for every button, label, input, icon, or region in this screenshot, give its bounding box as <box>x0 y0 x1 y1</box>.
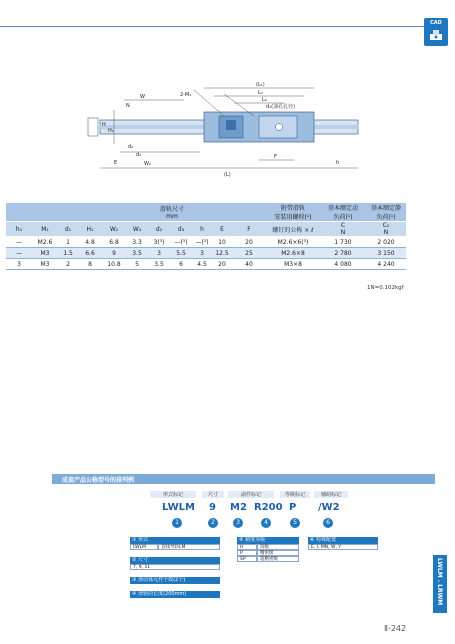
legend-form-title: ① 形式 <box>130 537 220 544</box>
cad-part-icon <box>428 28 444 42</box>
dim-l2: L₂ <box>262 97 267 103</box>
group-sta-head: 基本额定静 负荷(¹) <box>366 203 406 222</box>
col-head: h <box>192 222 212 237</box>
rail-technical-drawing <box>84 70 364 180</box>
dim-d1: d₁(油孔孔径) <box>266 104 296 110</box>
legend-grade-code: P <box>237 550 257 556</box>
col-head: h₁ <box>6 222 32 237</box>
dim-e: E <box>114 160 118 166</box>
dim-f: F <box>274 154 277 160</box>
dim-2m1: 2-M₁ <box>180 92 192 98</box>
col-head: F <box>232 222 266 237</box>
table-row: 3 M3 2 8 10.8 5 3.5 6 4.5 20 40 M3×8 4 080 4 240 <box>6 259 406 270</box>
dim-l: (L) <box>224 172 231 178</box>
legend-grade-desc: 超精密级 <box>257 556 299 562</box>
code-length: R200 <box>254 502 283 513</box>
cad-label: CAD <box>430 20 442 26</box>
num-circle: 4 <box>261 518 271 528</box>
legend-grade-desc: 高级 <box>257 544 299 550</box>
col-head: d₁ <box>58 222 78 237</box>
num-circle: 1 <box>172 518 182 528</box>
label-part: 副件标记 <box>228 491 274 498</box>
order-example-title-bar <box>52 474 435 484</box>
cad-badge[interactable] <box>424 18 448 46</box>
num-circle: 6 <box>323 518 333 528</box>
col-head: C₀ N <box>366 222 406 237</box>
col-head: d₂ <box>148 222 170 237</box>
table-row: — M3 1.5 6.6 9 3.5 3 5.5 3 12.5 25 M2.6×8 2 780 3 150 <box>6 248 406 259</box>
dim-h: H <box>102 122 106 128</box>
top-rule <box>0 26 435 27</box>
num-circle: 2 <box>208 518 218 528</box>
label-form: 形式标记 <box>150 491 196 498</box>
dim-h1: H₁ <box>108 128 114 134</box>
code-slider: M2 <box>230 502 247 513</box>
legend-special-title: ⑥ 特殊配置 <box>308 537 378 544</box>
dim-d2: d₂ <box>128 144 134 150</box>
legend-grade-title: ⑤ 精度等级 <box>237 537 299 544</box>
legend-form-code: LWLM <box>130 544 158 550</box>
dim-d3: d₃ <box>136 152 142 158</box>
group-dyn-head: 基本额定动 负荷(¹) <box>320 203 366 222</box>
label-grade: 等级标记 <box>280 491 310 498</box>
side-tab[interactable] <box>433 555 447 613</box>
dim-n: N <box>126 103 130 109</box>
group-bolt-head: 附带滑轨 安装用螺栓(¹) <box>266 203 320 222</box>
col-head: W₂ <box>102 222 126 237</box>
dim-h-small: h <box>336 160 340 166</box>
page-number: Ⅱ-242 <box>384 624 407 633</box>
table-row: — M2.6 1 4.8 6.8 3.3 3(³) —(³) —(³) 10 20 M2.6×6(³) 1 730 2 020 <box>6 237 406 248</box>
col-head: H₁ <box>78 222 102 237</box>
label-size: 尺寸 <box>202 491 224 498</box>
legend-slider-title: ③ 滑动体元件个数(2个) <box>130 577 220 584</box>
col-head: E <box>212 222 232 237</box>
group-rail-head: 滑轨尺寸 mm <box>78 203 266 222</box>
code-aux: /W2 <box>318 502 340 513</box>
order-example-title: 成套产品公称型号的排列例 <box>62 477 135 484</box>
legend-grade-code: H <box>237 544 257 550</box>
legend-special-values: E, I, MN, W, Y <box>308 544 378 550</box>
code-size: 9 <box>209 502 216 513</box>
code-form: LWLM <box>162 502 195 513</box>
col-head: C N <box>320 222 366 237</box>
unit-note: 1N=0.102kgf <box>367 285 404 291</box>
spec-table <box>6 202 406 270</box>
num-circle: 5 <box>290 518 300 528</box>
legend-grade-code: SP <box>237 556 257 562</box>
legend-grade-desc: 精密级 <box>257 550 299 556</box>
empty-group-head <box>6 203 78 222</box>
col-head: 螺钉的公称 × ℓ <box>266 222 320 237</box>
dim-w2: W₂ <box>144 161 151 167</box>
dim-l1: (L₁) <box>256 82 265 88</box>
code-grade: P <box>289 502 297 513</box>
col-head: W₃ <box>126 222 148 237</box>
label-aux: 辅助标记 <box>314 491 348 498</box>
legend-length-title: ④ 滑轨的长度(200mm) <box>130 591 220 598</box>
legend-size-values: 7, 9, 11 <box>130 564 220 570</box>
legend-size-title: ② 尺寸 <box>130 557 220 564</box>
col-head: d₃ <box>170 222 192 237</box>
dim-w: W <box>140 94 145 100</box>
spec-col-header-row <box>6 222 406 237</box>
col-head: M₁ <box>32 222 58 237</box>
legend-form-desc: 直线导轨LM <box>158 544 220 550</box>
dim-l3: L₃ <box>258 90 263 96</box>
spec-group-header-row <box>6 203 406 222</box>
side-tab-label: LWLM . LRWM <box>436 558 443 606</box>
num-circle: 3 <box>233 518 243 528</box>
